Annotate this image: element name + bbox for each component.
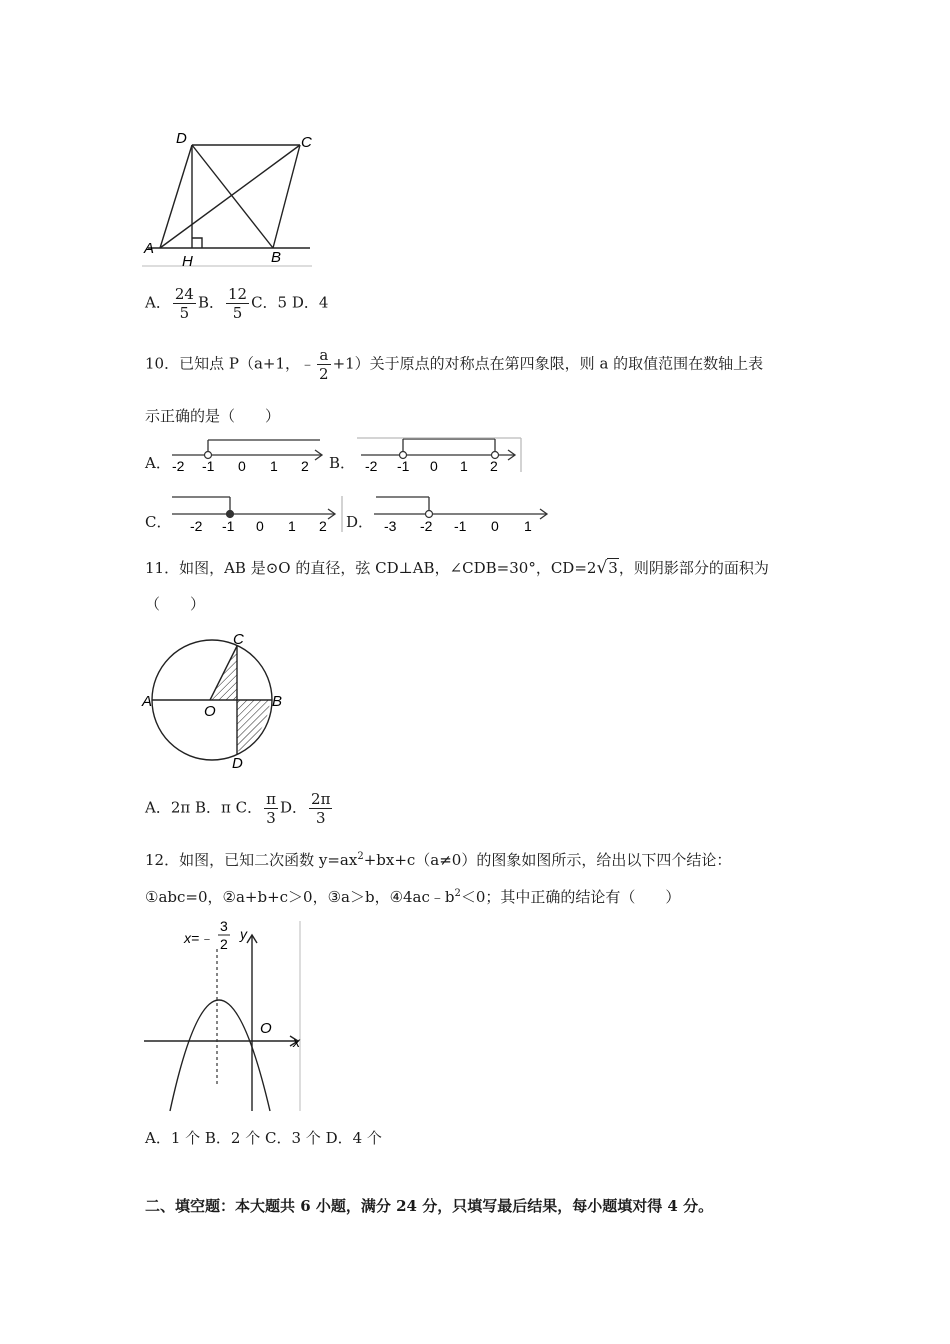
q10-stem-line2: 示正确的是（ ） [145,407,281,425]
sqrt-symbol: √ [596,558,608,578]
circle-figure [140,630,290,770]
section2-heading: 二、填空题：本大题共 6 小题，满分 24 分，只填写最后结果，每小题填对得 4 分。 [145,1197,714,1215]
tick-label: 2 [301,458,309,474]
tick-label: -3 [384,518,397,534]
tick-label: -1 [454,518,467,534]
q11-stem-line2: （ ） [145,595,206,613]
label-d: D [176,130,187,147]
tick-label: 0 [430,458,438,474]
label-d: D [232,755,243,770]
q10-option-d-label: D． [346,513,374,531]
number-line-c [170,494,345,534]
frac-24-5: $\frac{24}{5}$ [174,285,194,322]
tick-label: -1 [397,458,410,474]
q10-option-a-label: A． [145,454,171,472]
tick-label: -2 [190,518,203,534]
q12-stem-line1: 12．如图，已知二次函数 $y=ax^2+bx+c(a\ne 0)$的图象如图所示，给出以下四个结论： [145,851,732,869]
frac-pi-3: $\frac{\pi}{3}$ [266,790,276,827]
frac-denominator: 2 [220,936,228,952]
tick-label: -1 [202,458,215,474]
label-c: C [233,631,244,648]
q9-options: A． $\frac{24}{5}$ B． $\frac{12}{5}$ C．5 D．4 [145,285,329,322]
q11-options: A．2π B．π C． $\frac{\pi}{3}$ D． $\frac{2\pi}{3}$ [145,790,331,827]
tick-label: 1 [460,458,468,474]
frac-2pi-3: $\frac{2\pi}{3}$ [311,790,331,827]
axis-of-symmetry-label: x=﹣ [184,930,214,946]
parallelogram-figure [140,125,320,270]
frac-12-5: $\frac{12}{5}$ [227,285,248,322]
tick-label: 1 [288,518,296,534]
label-x: x [293,1034,300,1050]
label-o: O [204,703,216,720]
sqrt-radicand: 3 [608,559,618,577]
tick-label: 0 [491,518,499,534]
label-b: B [271,249,282,266]
tick-label: 0 [256,518,264,534]
tick-label: 2 [319,518,327,534]
tick-label: -2 [420,518,433,534]
tick-label: 0 [238,458,246,474]
label-a: A [144,240,155,257]
parabola-figure [140,915,310,1115]
label-c: C [301,134,312,151]
frac-numerator: 3 [220,918,228,934]
number-line-d [372,494,552,534]
label-b: B [272,693,283,710]
tick-label: 1 [524,518,532,534]
q10-option-b-label: B． [329,454,356,472]
q11-stem-line1: 11．如图，AB 是⊙O 的直径，弦 CD⊥AB，∠CDB=30°，CD=2√3，则阴影部分的面积为 [145,558,769,578]
tick-label: -2 [172,458,185,474]
tick-label: -1 [222,518,235,534]
frac-a-2: $\frac{a}{2}$ [319,346,329,383]
q12-options: A．1 个 B．2 个 C．3 个 D．4 个 [145,1129,382,1147]
label-a: A [142,693,153,710]
tick-label: 1 [270,458,278,474]
label-y: y [240,926,247,942]
q12-stem-line2: ①abc=0，②a+b+c＞0，③a＞b，$④4ac﹣b^2<0$；其中正确的结论有（ ） [145,888,681,906]
q10-option-c-label: C． [145,513,172,531]
number-line-b [355,436,525,474]
q10-stem-line1: 10．已知点 P（a+1，﹣ $\frac{a}{2}$ +1）关于原点的对称点在第四象限，则 a 的取值范围在数轴上表 [145,346,764,383]
number-line-a [170,438,330,474]
tick-label: 2 [490,458,498,474]
label-o: O [260,1020,272,1037]
tick-label: -2 [365,458,378,474]
label-h: H [182,253,193,270]
